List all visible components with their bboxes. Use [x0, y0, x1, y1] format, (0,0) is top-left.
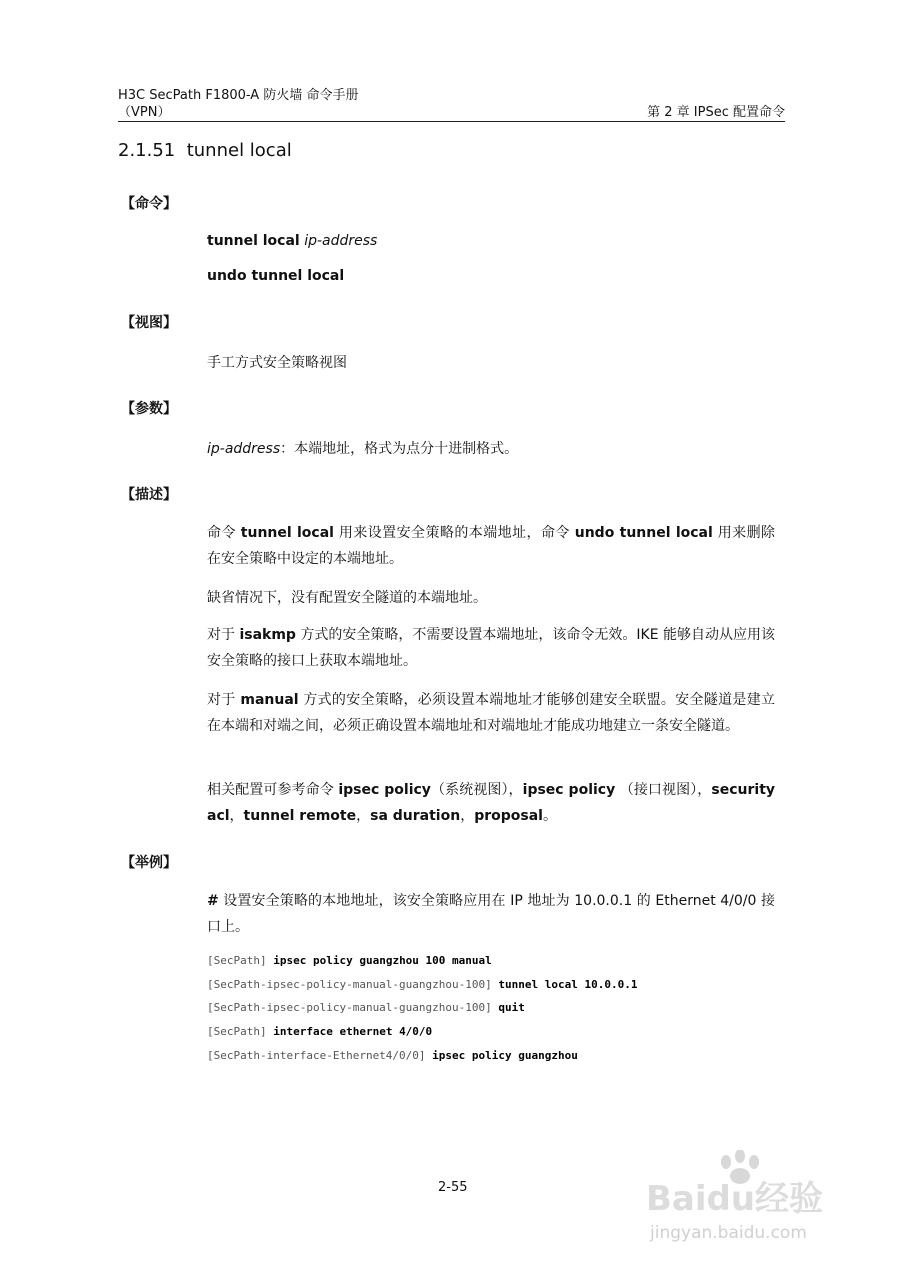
- keyword-manual: manual: [240, 692, 299, 708]
- section-title: [118, 140, 292, 161]
- params-label: 【参数】: [121, 401, 177, 417]
- command-syntax: [207, 233, 377, 249]
- param-name: ip-address: [207, 441, 281, 457]
- watermark-brand: Baidu经验: [646, 1179, 824, 1219]
- param-row: [207, 438, 518, 458]
- paw-icon: [628, 1150, 858, 1245]
- watermark-url: jingyan.baidu.com: [650, 1223, 807, 1243]
- description-paragraph-2: 缺省情况下，没有配置安全隧道的本端地址。: [207, 590, 487, 606]
- example-intro: # 设置安全策略的本地地址，该安全策略应用在 IP 地址为 10.0.0.1 的 Ethernet 4/0/0 接口上。: [207, 893, 775, 935]
- description-paragraph-1: 命令 tunnel local 用来设置安全策略的本端地址，命令 undo tunnel local 用来删除在安全策略中设定的本端地址。: [207, 525, 776, 567]
- keyword-isakmp: isakmp: [239, 627, 296, 643]
- description-paragraph-5: 相关配置可参考命令 ipsec policy（系统视图），ipsec policy （接口视图），security acl，tunnel remote，sa duration，proposal。: [207, 782, 776, 824]
- command-argument: ip-address: [304, 233, 378, 249]
- baidu-jingyan-watermark: [628, 1150, 858, 1245]
- header-title: H3C SecPath F1800-A 防火墙 命令手册: [118, 88, 359, 103]
- description-paragraph-3: 对于 isakmp 方式的安全策略，不需要设置本端地址，该命令无效。IKE 能够自动从应用该安全策略的接口上获取本端地址。: [207, 627, 776, 669]
- code-line-5: [SecPath-interface-Ethernet4/0/0] ipsec policy guangzhou: [207, 1049, 578, 1062]
- page-number: 2-55: [438, 1180, 468, 1195]
- hash-marker: #: [207, 893, 219, 909]
- code-line-4: [SecPath] interface ethernet 4/0/0: [207, 1025, 433, 1038]
- section-name: tunnel local: [186, 140, 292, 161]
- code-line-2: [SecPath-ipsec-policy-manual-guangzhou-100] tunnel local 10.0.0.1: [207, 978, 638, 991]
- header-subtitle: （VPN）: [118, 105, 171, 120]
- example-label: 【举例】: [121, 855, 177, 871]
- header-rule: [118, 121, 785, 122]
- keyword-undo-tunnel-local: undo tunnel local: [574, 525, 713, 541]
- description-label: 【描述】: [121, 487, 177, 503]
- undo-command: undo tunnel local: [207, 268, 345, 284]
- section-number: 2.1.51: [118, 140, 176, 161]
- view-label: 【视图】: [121, 315, 177, 331]
- command-label: 【命令】: [121, 196, 177, 212]
- view-text: 手工方式安全策略视图: [207, 355, 347, 371]
- header-chapter: 第 2 章 IPSec 配置命令: [647, 105, 785, 120]
- code-line-1: [SecPath] ipsec policy guangzhou 100 manual: [207, 954, 492, 967]
- code-line-3: [SecPath-ipsec-policy-manual-guangzhou-100] quit: [207, 1001, 525, 1014]
- command-keyword: tunnel local: [207, 233, 300, 249]
- description-paragraph-4: 对于 manual 方式的安全策略，必须设置本端地址才能够创建安全联盟。安全隧道是建立在本端和对端之间，必须正确设置本端地址和对端地址才能成功地建立一条安全隧道。: [207, 692, 775, 734]
- keyword-tunnel-local: tunnel local: [240, 525, 334, 541]
- param-desc: ：本端地址，格式为点分十进制格式。: [280, 441, 519, 457]
